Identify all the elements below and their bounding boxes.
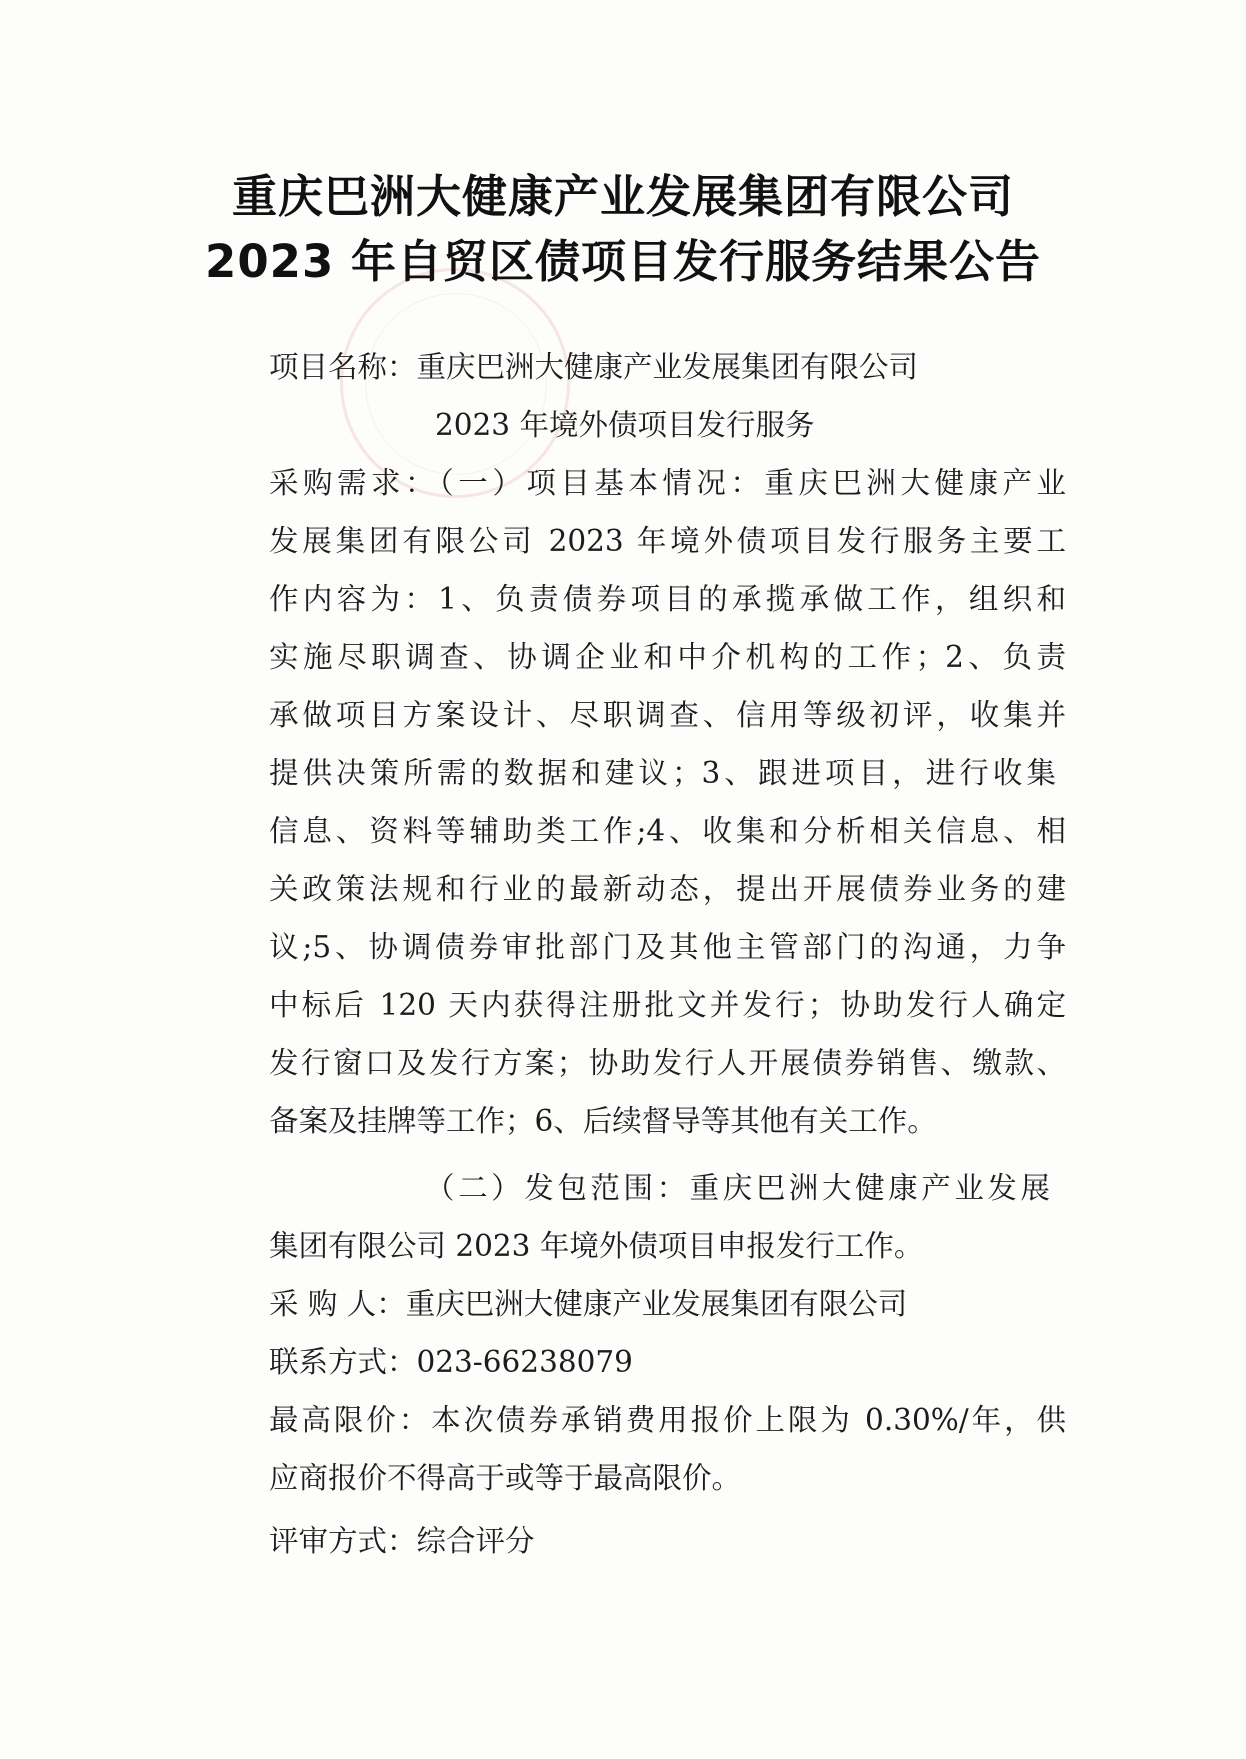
contact-line: 联系方式：023-66238079 xyxy=(269,1345,633,1379)
requirement-line-3: 作内容为：1、负责债券项目的承揽承做工作，组织和 xyxy=(269,582,1066,616)
requirement-line-5: 承做项目方案设计、尽职调查、信用等级初评，收集并 xyxy=(269,698,1066,732)
requirement-line-11: 发行窗口及发行方案；协助发行人开展债券销售、缴款、 xyxy=(269,1046,1066,1080)
price-limit-line-2: 应商报价不得高于或等于最高限价。 xyxy=(269,1461,742,1495)
requirement-line-7: 信息、资料等辅助类工作;4、收集和分析相关信息、相 xyxy=(269,814,1066,848)
scope-line-1: （二）发包范围：重庆巴洲大健康产业发展 xyxy=(425,1171,1050,1205)
document-title-line-1: 重庆巴洲大健康产业发展集团有限公司 xyxy=(231,170,1014,223)
requirement-line-6: 提供决策所需的数据和建议；3、跟进项目，进行收集 xyxy=(269,756,1056,790)
scope-line-2: 集团有限公司 2023 年境外债项目申报发行工作。 xyxy=(269,1229,924,1263)
price-limit-line-1: 最高限价：本次债券承销费用报价上限为 0.30%/年，供 xyxy=(269,1403,1066,1437)
project-name-line: 项目名称：重庆巴洲大健康产业发展集团有限公司 xyxy=(269,350,919,384)
requirement-line-12: 备案及挂牌等工作；6、后续督导等其他有关工作。 xyxy=(269,1104,937,1138)
requirement-line-9: 议;5、协调债券审批部门及其他主管部门的沟通，力争 xyxy=(269,930,1066,964)
review-method-line: 评审方式：综合评分 xyxy=(269,1524,535,1558)
purchaser-line: 采 购 人：重庆巴洲大健康产业发展集团有限公司 xyxy=(269,1287,908,1321)
requirement-line-1: 采购需求：（一）项目基本情况：重庆巴洲大健康产业 xyxy=(269,466,1066,500)
requirement-line-2: 发展集团有限公司 2023 年境外债项目发行服务主要工 xyxy=(269,524,1066,558)
document-title-line-2: 2023 年自贸区债项目发行服务结果公告 xyxy=(205,235,1041,288)
requirement-line-8: 关政策法规和行业的最新动态，提出开展债券业务的建 xyxy=(269,872,1066,906)
requirement-line-4: 实施尽职调查、协调企业和中介机构的工作；2、负责 xyxy=(269,640,1066,674)
project-name-continuation: 2023 年境外债项目发行服务 xyxy=(435,408,815,442)
requirement-line-10: 中标后 120 天内获得注册批文并发行；协助发行人确定 xyxy=(269,988,1066,1022)
